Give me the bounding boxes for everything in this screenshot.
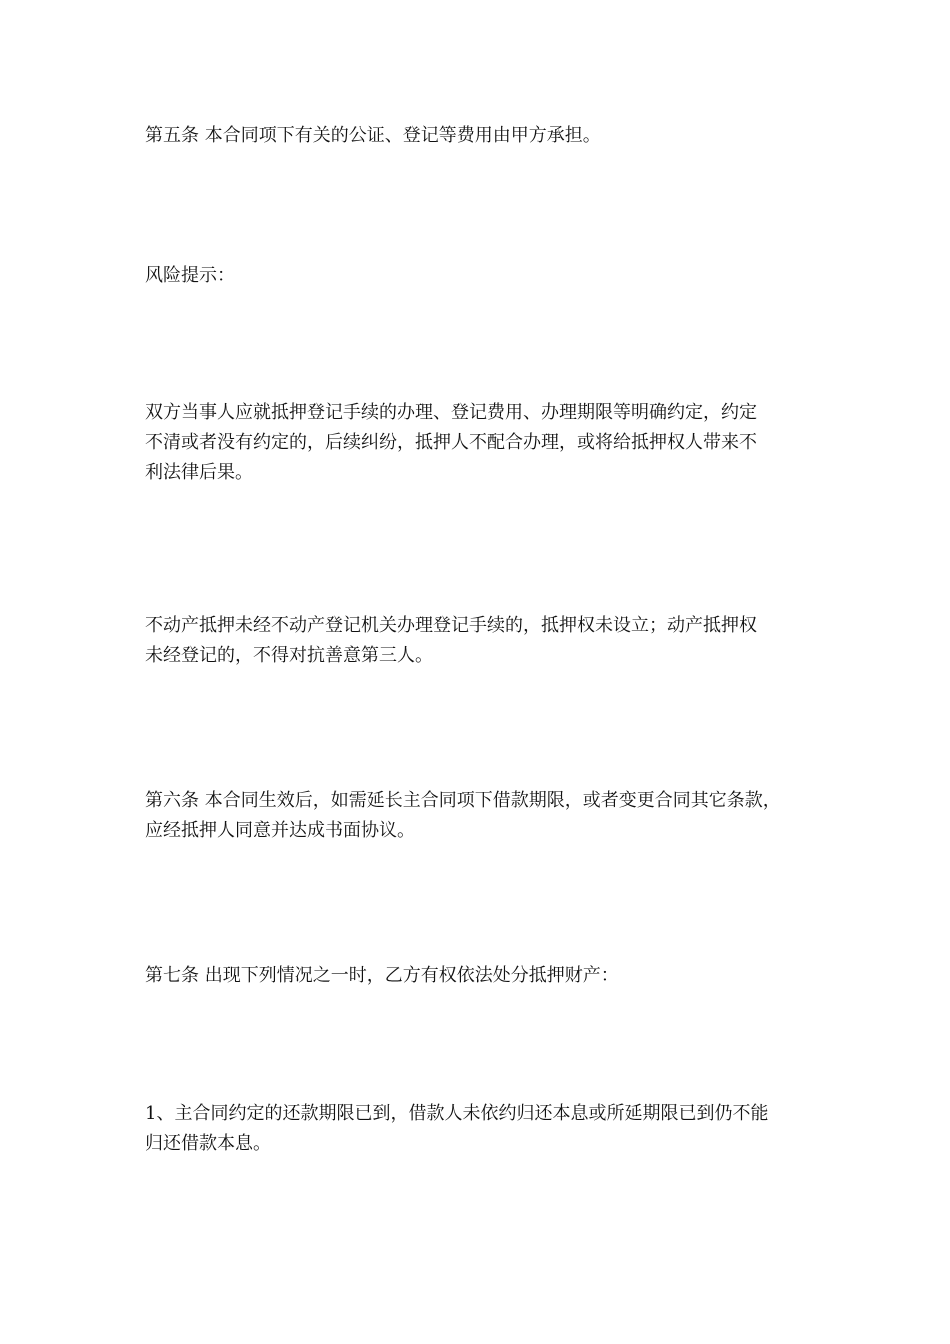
text-line: 第七条 出现下列情况之一时，乙方有权依法处分抵押财产： [145, 965, 619, 986]
text-line: 不动产抵押未经不动产登记机关办理登记手续的，抵押权未设立；动产抵押权 [145, 615, 757, 636]
risk-notice-paragraph-1 [145, 398, 805, 488]
clause-6-paragraph [145, 786, 805, 846]
risk-notice-heading [145, 261, 805, 291]
clause-7-paragraph [145, 961, 805, 991]
text-line: 未经登记的，不得对抗善意第三人。 [145, 645, 433, 666]
clause-5-paragraph [145, 121, 805, 151]
text-line: 1、主合同约定的还款期限已到，借款人未依约归还本息或所延期限已到仍不能 [145, 1103, 769, 1124]
text-line: 双方当事人应就抵押登记手续的办理、登记费用、办理期限等明确约定，约定 [145, 402, 757, 423]
risk-notice-paragraph-2 [145, 611, 805, 671]
text-line: 第六条 本合同生效后，如需延长主合同项下借款期限，或者变更合同其它条款， [145, 790, 781, 811]
text-line: 应经抵押人同意并达成书面协议。 [145, 820, 415, 841]
text-line: 风险提示： [145, 265, 235, 286]
text-line: 不清或者没有约定的，后续纠纷，抵押人不配合办理，或将给抵押权人带来不 [145, 432, 757, 453]
clause-7-item-1 [145, 1099, 805, 1159]
text-line: 第五条 本合同项下有关的公证、登记等费用由甲方承担。 [145, 125, 601, 146]
text-line: 利法律后果。 [145, 462, 253, 483]
text-line: 归还借款本息。 [145, 1133, 271, 1154]
